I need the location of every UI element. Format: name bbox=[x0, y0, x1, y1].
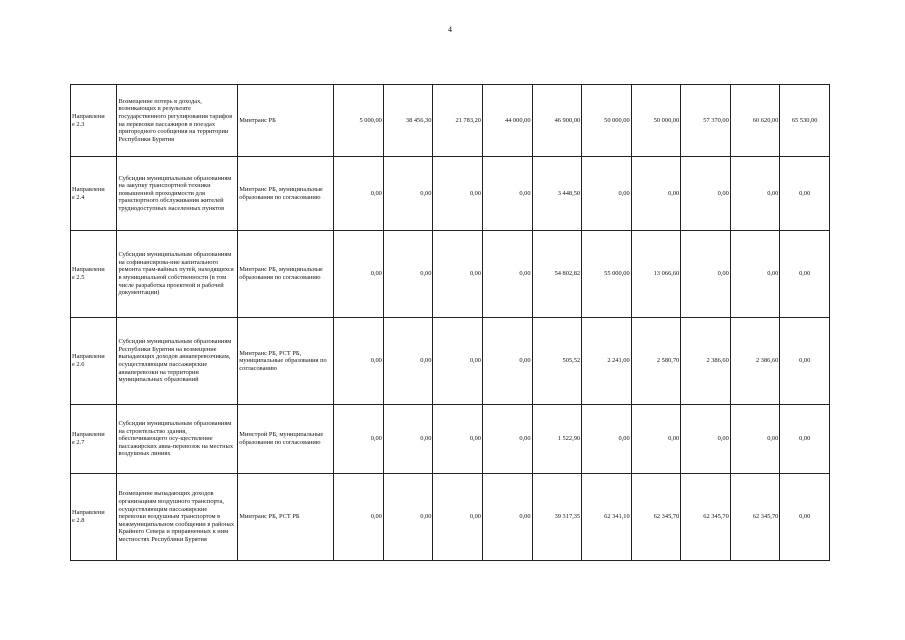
value-cell: 21 783,20 bbox=[433, 85, 483, 157]
direction-label: Направлени е 2.4 bbox=[72, 185, 105, 201]
value-cell: 0,00 bbox=[383, 231, 433, 318]
value-cell: 0,00 bbox=[483, 157, 533, 231]
direction-cell bbox=[71, 318, 117, 405]
value-cell: 0,00 bbox=[483, 405, 533, 474]
executor-text: Минтранс РБ, муниципальные образования по согласованию bbox=[239, 185, 323, 201]
value-cell: 2 386,60 bbox=[730, 318, 780, 405]
value-cell: 55 000,00 bbox=[582, 231, 632, 318]
direction-label: Направлени е 2.8 bbox=[72, 509, 105, 524]
value-cell: 0,00 bbox=[483, 474, 533, 561]
budget-table-body bbox=[71, 85, 830, 561]
description-text: Субсидии муниципальным образованиям на закупку транспортной техники повышенной проходимости для транспортного обслуживания жителей труднодоступных населенных пунктов bbox=[118, 174, 232, 212]
value-cell: 0,00 bbox=[334, 157, 384, 231]
value-cell: 0,00 bbox=[780, 231, 830, 318]
value-cell: 0,00 bbox=[433, 231, 483, 318]
value-cell: 2 241,00 bbox=[582, 318, 632, 405]
executor-text: Минтранс РБ bbox=[239, 116, 276, 124]
table-row bbox=[71, 157, 830, 231]
table-row bbox=[71, 231, 830, 318]
executor-cell bbox=[238, 405, 334, 474]
value-cell: 505,52 bbox=[532, 318, 582, 405]
value-cell: 0,00 bbox=[730, 231, 780, 318]
description-cell bbox=[117, 157, 238, 231]
value-cell: 62 341,10 bbox=[582, 474, 632, 561]
description-text: Субсидии муниципальным образованиям Республики Бурятия на возмещение выпадающих доходов авиаперевозчикам, осуществляющим пассажирские авиаперевозки на территории муниципальных образований bbox=[118, 338, 232, 384]
value-cell: 44 000,00 bbox=[483, 85, 533, 157]
executor-text: Минстрой РБ, муниципальные образования по согласованию bbox=[239, 431, 324, 446]
executor-text: Минтранс РБ, РСТ РБ, муниципальные образования по согласованию bbox=[239, 349, 327, 372]
value-cell: 39 317,35 bbox=[532, 474, 582, 561]
direction-cell bbox=[71, 474, 117, 561]
executor-text: Минтранс РБ, РСТ РБ bbox=[239, 513, 300, 521]
value-cell: 0,00 bbox=[334, 474, 384, 561]
value-cell: 3 448,50 bbox=[532, 157, 582, 231]
executor-cell bbox=[238, 157, 334, 231]
executor-cell bbox=[238, 231, 334, 318]
description-cell bbox=[117, 318, 238, 405]
description-cell bbox=[117, 85, 238, 157]
value-cell: 13 066,60 bbox=[631, 231, 681, 318]
description-text: Субсидии муниципальным образованиям на софинансирова-ние капитального ремонта трам-вайных путей, находящихся в муниципальной собственности (в том числе разработка проектной и рабочей документации) bbox=[118, 251, 234, 297]
value-cell: 0,00 bbox=[582, 405, 632, 474]
direction-label: Направлени е 2.5 bbox=[72, 266, 105, 281]
value-cell: 0,00 bbox=[730, 157, 780, 231]
executor-text: Минтранс РБ, муниципальные образования по согласованию bbox=[239, 266, 323, 281]
value-cell: 60 620,00 bbox=[730, 85, 780, 157]
value-cell: 0,00 bbox=[681, 405, 731, 474]
value-cell: 0,00 bbox=[433, 474, 483, 561]
value-cell: 0,00 bbox=[780, 318, 830, 405]
value-cell: 46 900,00 bbox=[532, 85, 582, 157]
table-row bbox=[71, 405, 830, 474]
value-cell: 38 456,30 bbox=[383, 85, 433, 157]
value-cell: 0,00 bbox=[383, 157, 433, 231]
value-cell: 0,00 bbox=[483, 231, 533, 318]
value-cell: 0,00 bbox=[433, 318, 483, 405]
value-cell: 0,00 bbox=[334, 405, 384, 474]
value-cell: 0,00 bbox=[334, 318, 384, 405]
value-cell: 50 000,00 bbox=[582, 85, 632, 157]
direction-cell bbox=[71, 405, 117, 474]
value-cell: 0,00 bbox=[730, 405, 780, 474]
description-text: Возмещение выпадающих доходов организациям воздушного транспорта, осуществляющим пассажирские перевозки воздушным транспортом в межмуниципальном сообщении в районах Крайнего Севера и приравненных к ним местностях Республики Бурятия bbox=[118, 490, 235, 543]
value-cell: 54 802,82 bbox=[532, 231, 582, 318]
value-cell: 2 386,60 bbox=[681, 318, 731, 405]
value-cell: 0,00 bbox=[433, 405, 483, 474]
value-cell: 50 000,00 bbox=[631, 85, 681, 157]
value-cell: 0,00 bbox=[780, 405, 830, 474]
value-cell: 0,00 bbox=[631, 157, 681, 231]
value-cell: 0,00 bbox=[582, 157, 632, 231]
direction-cell bbox=[71, 157, 117, 231]
table-row bbox=[71, 474, 830, 561]
value-cell: 0,00 bbox=[334, 231, 384, 318]
direction-label: Направлени е 2.3 bbox=[72, 112, 105, 128]
description-cell bbox=[117, 405, 238, 474]
value-cell: 0,00 bbox=[780, 157, 830, 231]
value-cell: 62 345,70 bbox=[730, 474, 780, 561]
description-text: Субсидии муниципальным образованиям на строительство здания, обеспечивающего осу-ществление пассажирских авиа-перевозок на местных воздушных линиях bbox=[118, 420, 234, 458]
direction-label: Направлени е 2.6 bbox=[72, 353, 105, 368]
value-cell: 0,00 bbox=[631, 405, 681, 474]
value-cell: 5 000,00 bbox=[334, 85, 384, 157]
value-cell: 0,00 bbox=[483, 318, 533, 405]
direction-label: Направлени е 2.7 bbox=[72, 431, 105, 446]
value-cell: 62 345,70 bbox=[681, 474, 731, 561]
value-cell: 0,00 bbox=[433, 157, 483, 231]
value-cell: 0,00 bbox=[681, 231, 731, 318]
budget-table bbox=[70, 84, 830, 561]
value-cell: 0,00 bbox=[383, 318, 433, 405]
direction-cell bbox=[71, 231, 117, 318]
value-cell: 1 522,90 bbox=[532, 405, 582, 474]
value-cell: 0,00 bbox=[780, 474, 830, 561]
value-cell: 0,00 bbox=[383, 474, 433, 561]
page-number: 4 bbox=[448, 25, 452, 34]
value-cell: 62 345,70 bbox=[631, 474, 681, 561]
executor-cell bbox=[238, 474, 334, 561]
description-cell bbox=[117, 231, 238, 318]
direction-cell bbox=[71, 85, 117, 157]
value-cell: 2 580,70 bbox=[631, 318, 681, 405]
value-cell: 0,00 bbox=[681, 157, 731, 231]
value-cell: 65 530,00 bbox=[780, 85, 830, 157]
executor-cell bbox=[238, 85, 334, 157]
table-row bbox=[71, 318, 830, 405]
value-cell: 0,00 bbox=[383, 405, 433, 474]
description-cell bbox=[117, 474, 238, 561]
table-row bbox=[71, 85, 830, 157]
value-cell: 57 370,00 bbox=[681, 85, 731, 157]
description-text: Возмещение потерь в доходах, возникающих в результате государственного регулирования тарифов на перевозки пассажиров в поездах пригородного сообщения на территории Республики Бурятия bbox=[118, 97, 233, 143]
executor-cell bbox=[238, 318, 334, 405]
